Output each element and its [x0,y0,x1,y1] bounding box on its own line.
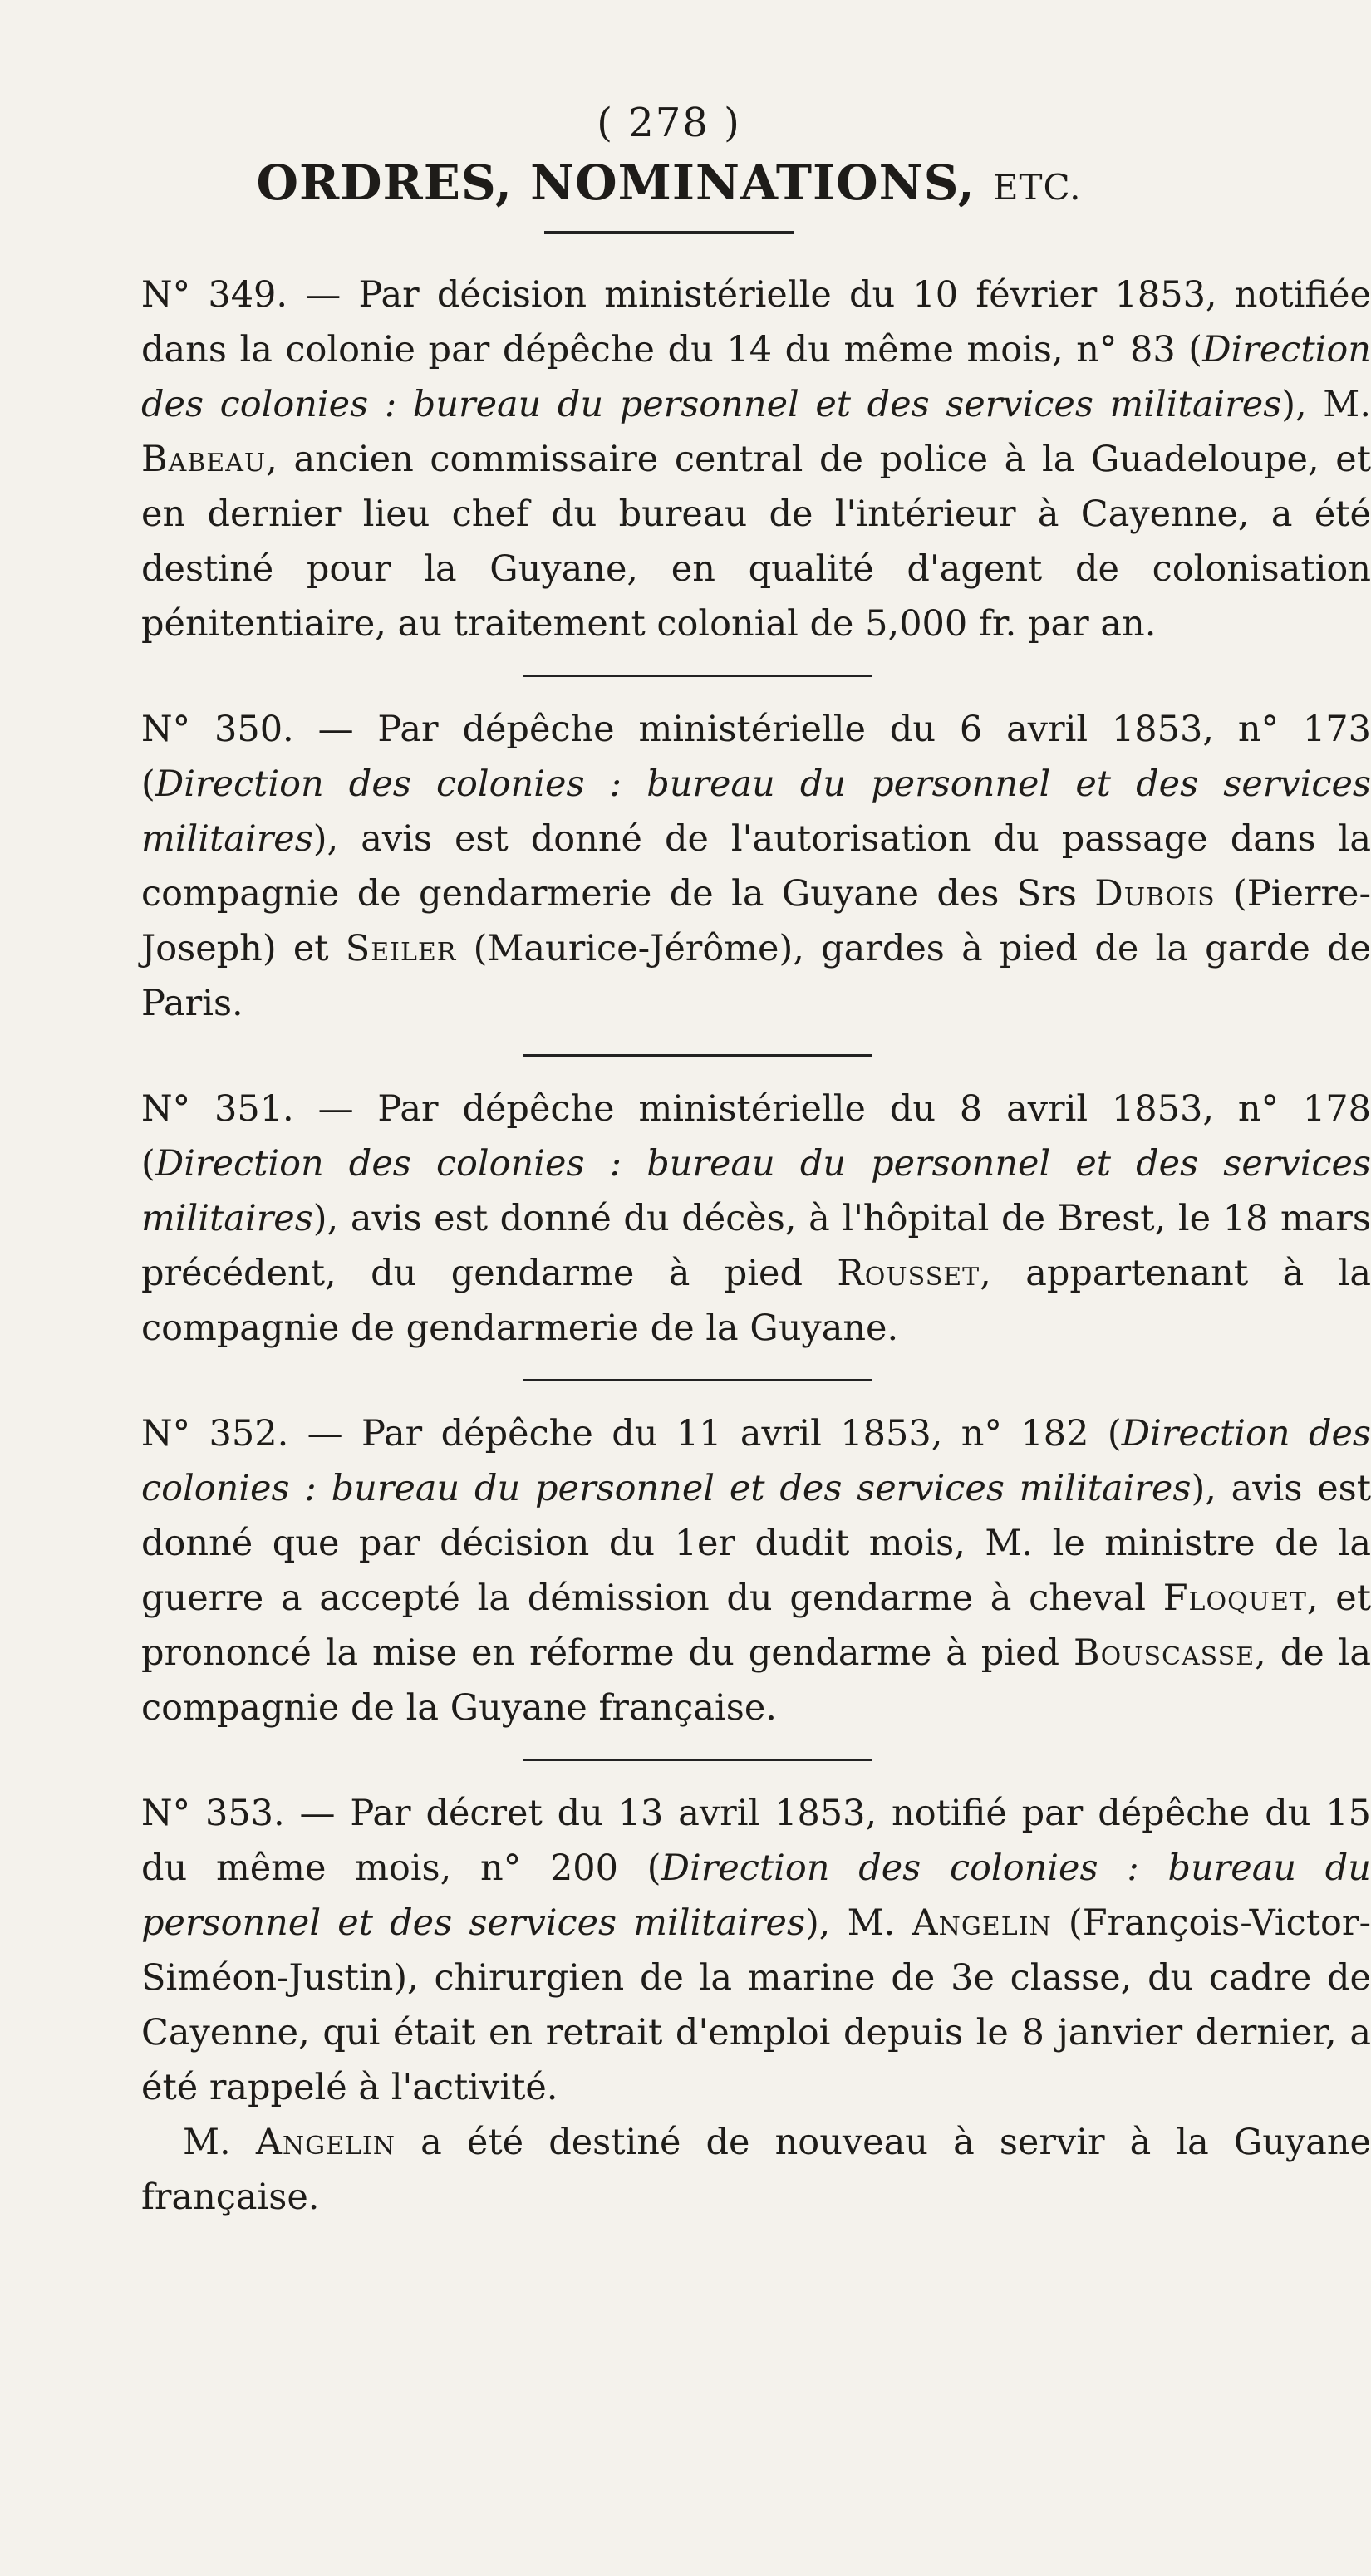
entry-349-name: Babeau [141,439,267,480]
entry-353-text [141,1786,1371,2115]
entry-divider [523,1054,872,1057]
entry-351-part-c: , appartenant à la compagnie de gendarmerie de la Guyane. [141,1253,1371,1349]
entry-divider [523,675,872,677]
title-etc: ETC. [992,167,1082,208]
entry-351 [141,1082,1371,1356]
page-number: ( 278 ) [597,100,741,146]
entry-352-part-c: , et prononcé la mise en réforme du gendarme à pied [141,1577,1371,1674]
entry-350-name-1: Dubois [1094,873,1216,915]
entry-353-part-c: (François-Victor-Siméon-Justin), chirurgien de la marine de 3e classe, du cadre de Cayenne, qui était en retrait d'emploi depuis le 8 janvier dernier, a été rappelé à l'activité. [141,1902,1371,2108]
entry-352-text [141,1406,1371,1735]
title-main: ORDRES, NOMINATIONS, [256,155,993,211]
entry-349-text [141,267,1371,651]
entry-353-lead: N° 353. — Par décret du 13 avril 1853, notifié par dépêche du 15 du même mois, n° 200 ( [141,1793,1371,1889]
entry-349-part-b: ), M. [1281,384,1371,425]
entry-351-lead: N° 351. — Par dépêche ministérielle du 8 avril 1853, n° 178 ( [141,1088,1371,1185]
entry-351-part-b: ), avis est donné du décès, à l'hôpital de Brest, le 18 mars précédent, du gendarme à pied [141,1198,1371,1294]
entry-353-p2-a: M. [183,2122,256,2163]
entry-353-p2-name: Angelin [255,2122,396,2163]
entry-349-lead: N° 349. — Par décision ministérielle du 10 février 1853, notifiée dans la colonie par dépêche du 14 du même mois, n° 83 ( [141,274,1371,370]
entry-divider [523,1379,872,1381]
entry-352-direction: Direction des colonies : bureau du personnel et des services militaires [141,1413,1371,1509]
entry-350-lead: N° 350. — Par dépêche ministérielle du 6 avril 1853, n° 173 ( [141,709,1371,805]
entry-350-part-c: (Pierre-Joseph) et [141,873,1371,969]
entry-350 [141,702,1371,1031]
entry-349-direction: Direction des colonies : bureau du personnel et des services militaires [141,329,1371,425]
entry-353-p2-b: a été destiné de nouveau à servir à la Guyane française. [141,2122,1371,2218]
entry-350-direction: Direction des colonies : bureau du personnel et des services militaires [141,763,1371,860]
entry-350-name-2: Seiler [345,928,457,969]
entry-350-text [141,702,1371,1031]
entry-353 [141,1786,1371,2225]
entry-352 [141,1406,1371,1735]
entry-349-part-c: , ancien commissaire central de police à la Guadeloupe, et en dernier lieu chef du bureau de l'intérieur à Cayenne, a été destiné pour la Guyane, en qualité d'agent de colonisation pénitentiaire, au traitement colonial de 5,000 fr. par an. [141,439,1371,645]
entry-divider [523,1759,872,1761]
entry-351-text [141,1082,1371,1356]
entry-350-part-d: (Maurice-Jérôme), gardes à pied de la garde de Paris. [141,928,1371,1024]
entry-351-name: Rousset [837,1253,980,1294]
entry-351-direction: Direction des colonies : bureau du personnel et des services militaires [141,1143,1371,1239]
entry-353-part-b: ), M. [805,1902,912,1944]
entry-352-part-d: , de la compagnie de la Guyane française. [141,1632,1371,1729]
entry-352-lead: N° 352. — Par dépêche du 11 avril 1853, n° 182 ( [141,1413,1122,1455]
page-title [141,155,1197,211]
entry-352-name-1: Floquet [1162,1577,1307,1619]
entry-349 [141,267,1371,651]
entry-350-part-b: ), avis est donné de l'autorisation du passage dans la compagnie de gendarmerie de la Guyane des Srs [141,818,1371,915]
entry-352-part-b: ), avis est donné que par décision du 1er dudit mois, M. le ministre de la guerre a accepté la démission du gendarme à cheval [141,1468,1371,1619]
entry-353-direction: Direction des colonies : bureau du personnel et des services militaires [141,1847,1371,1944]
entry-353-text-2 [141,2115,1371,2225]
entry-352-name-2: Bouscasse [1073,1632,1256,1674]
entry-353-name: Angelin [912,1902,1052,1944]
title-divider [544,231,794,234]
